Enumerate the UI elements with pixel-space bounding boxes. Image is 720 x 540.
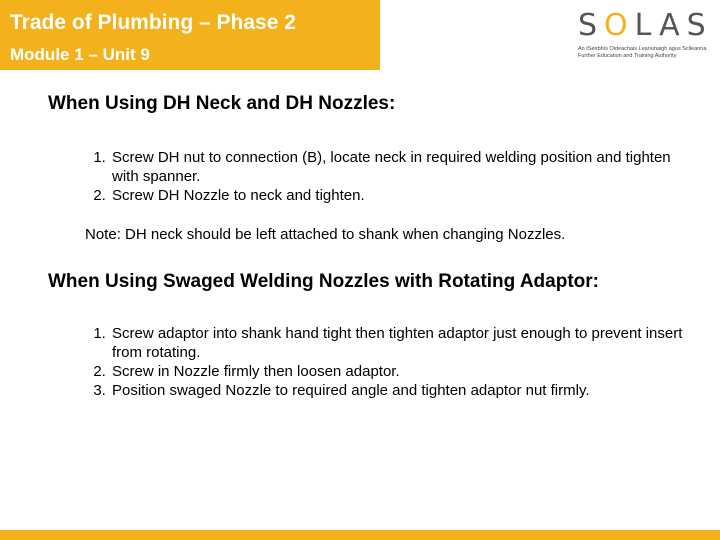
page-title: Trade of Plumbing – Phase 2	[10, 11, 296, 34]
slide-content	[48, 92, 698, 400]
logo-tagline-english: Further Education and Training Authority	[578, 53, 677, 59]
note-label: Note	[85, 226, 117, 243]
section2-step: 1. Screw adaptor into shank hand tight then tighten adaptor just enough to prevent insert from rotating.	[110, 324, 698, 362]
logo-tagline-irish: An tSeirbhís Oideachais Leanunaigh agus Scileanna	[578, 46, 707, 52]
section2-step: 3. Position swaged Nozzle to required angle and tighten adaptor nut firmly.	[110, 381, 698, 400]
section1-steps	[48, 148, 698, 205]
logo-tagline	[578, 46, 706, 60]
section1-heading: When Using DH Neck and DH Nozzles:	[48, 93, 396, 114]
footer-bar	[0, 530, 720, 540]
title-banner	[0, 0, 380, 70]
section2-steps	[48, 324, 698, 400]
logo-letter-o: O	[604, 8, 635, 43]
note-text: : DH neck should be left attached to shank when changing Nozzles.	[116, 226, 566, 243]
page-subtitle: Module 1 – Unit 9	[10, 45, 150, 64]
solas-logo	[574, 8, 716, 66]
section2-heading: When Using Swaged Welding Nozzles with Rotating Adaptor:	[48, 271, 599, 292]
note	[48, 225, 698, 244]
header	[0, 0, 720, 74]
logo-letter-s: S	[578, 8, 605, 43]
section1-step: 1. Screw DH nut to connection (B), locate neck in required welding position and tighten with spanner.	[110, 148, 698, 186]
section1-step: 2. Screw DH Nozzle to neck and tighten.	[110, 186, 698, 205]
logo-letters-las: LAS	[634, 8, 713, 43]
logo-wordmark	[578, 8, 713, 43]
section2-step: 2. Screw in Nozzle firmly then loosen adaptor.	[110, 362, 698, 381]
